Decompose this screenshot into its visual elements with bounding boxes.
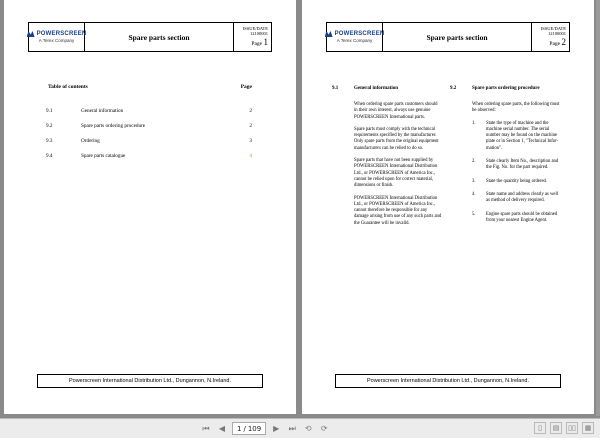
page-header <box>326 22 570 52</box>
page-number-input[interactable] <box>232 422 266 435</box>
logo-subtitle: A Terex Company <box>38 38 75 43</box>
toc-entry-title: General information <box>81 107 124 114</box>
next-page-icon[interactable]: ▶ <box>273 424 280 433</box>
document-page-2 <box>302 0 594 414</box>
toc-entry[interactable] <box>46 118 252 133</box>
list-item <box>472 121 560 152</box>
toc-entry[interactable] <box>46 133 252 148</box>
section-body <box>354 102 442 233</box>
view-mode-buttons <box>534 422 594 434</box>
page-title: Spare parts section <box>128 32 190 42</box>
page-footer: Powerscreen International Distribution Ltd., Dungannon, N.Ireland. <box>37 374 263 388</box>
previous-page-icon[interactable]: ◀ <box>218 424 226 433</box>
first-page-icon[interactable]: ⏮ <box>202 423 210 433</box>
current-page: 1 <box>237 424 242 433</box>
toc-entry-number: 9.2 <box>46 122 53 129</box>
paragraph: When ordering spare parts customers should in their own interest, always use genuine POWERSCREEN International parts. <box>354 102 438 120</box>
go-back-icon[interactable]: ⟲ <box>304 424 312 433</box>
step-number: 4. <box>472 191 476 197</box>
list-item <box>472 212 560 225</box>
document-page-1 <box>4 0 296 414</box>
step-number: 2. <box>472 159 476 165</box>
step-text: State clearly Item No., description and the Fig. No. for the part required. <box>486 159 559 171</box>
toc-page-column-header: Page <box>240 84 252 90</box>
section-number: 9.2 <box>450 86 457 91</box>
section-title: General information <box>354 86 399 91</box>
step-text: State name and address clearly as well as method of delivery required. <box>486 191 559 204</box>
page-header <box>28 22 272 52</box>
issue-label: ISSUE/DATE <box>242 25 268 31</box>
two-page-view-icon[interactable]: ▯▯ <box>566 422 578 434</box>
page-number: 1 <box>263 37 268 47</box>
list-item <box>472 159 560 172</box>
toc-entry-page: 4 <box>249 152 252 159</box>
document-code: 12100001 <box>250 31 268 37</box>
toc-entry-title: Spare parts catalogue <box>81 152 126 159</box>
logo-icon <box>27 31 35 37</box>
page-footer: Powerscreen International Distribution Ltd., Dungannon, N.Ireland. <box>335 374 561 388</box>
step-number: 1. <box>472 120 476 126</box>
section-title: Spare parts ordering procedure <box>472 86 540 91</box>
toc-header <box>48 84 252 90</box>
toc-entry[interactable] <box>46 148 252 163</box>
logo-text: POWERSCREEN <box>36 31 87 37</box>
paragraph: Spare parts must comply with the technical requirements specified by the manufacturer. Only spare parts from the original equipment manufacturers can be relied to do so. <box>354 126 439 151</box>
toc-entry-page: 2 <box>249 122 252 129</box>
fit-page-icon[interactable]: ▦ <box>582 422 594 434</box>
list-item <box>472 192 560 205</box>
issue-label: ISSUE/DATE <box>540 25 566 31</box>
logo-icon <box>325 31 333 37</box>
last-page-icon[interactable]: ⏭ <box>288 423 296 433</box>
page-number: 2 <box>561 37 566 47</box>
document-code: 12100001 <box>548 31 566 37</box>
page-title: Spare parts section <box>426 32 488 42</box>
toc-entry-number: 9.4 <box>46 152 53 159</box>
step-number: 3. <box>472 178 476 184</box>
paragraph: Spare parts that have not been supplied by POWERSCREEN International Distribution Ltd., or POWERSCREEN of America Inc., cannot be relied upon for correct material, dimensions or finish. <box>354 158 438 189</box>
list-item <box>472 179 560 185</box>
toc-entry-page: 2 <box>249 107 252 114</box>
paragraph: When ordering spare parts, the following must be observed: <box>472 102 560 114</box>
single-page-view-icon[interactable]: ▯ <box>534 422 546 434</box>
logo-text: POWERSCREEN <box>334 31 385 37</box>
total-pages: 109 <box>247 424 262 433</box>
table-of-contents <box>46 103 252 163</box>
toc-entry[interactable] <box>46 103 252 118</box>
page-separator: / <box>243 424 246 433</box>
page-label: Page <box>251 41 263 47</box>
step-text: Engine spare parts should be obtained from your nearest Engine Agent. <box>486 211 558 223</box>
go-forward-icon[interactable]: ⟳ <box>320 424 328 433</box>
page-label: Page <box>549 41 561 47</box>
section-body <box>472 102 560 231</box>
section-number: 9.1 <box>332 86 339 91</box>
toc-entry-page: 3 <box>249 137 252 144</box>
viewer-toolbar <box>0 418 600 438</box>
step-number: 5. <box>472 211 476 217</box>
step-text: State the type of machine and the machine serial number. The serial number may be found on the machine plate or in Section 1, "Technical Infor- mation". <box>486 120 559 151</box>
vertical-scrollbar[interactable] <box>596 0 600 416</box>
page-meta <box>531 23 569 51</box>
step-text: State the quantity being ordered. <box>486 178 548 184</box>
page-meta <box>233 23 271 51</box>
company-logo <box>29 23 85 51</box>
toc-entry-number: 9.1 <box>46 107 53 114</box>
paragraph: POWERSCREEN International Distribution Ltd., or POWERSCREEN of America Inc., cannot therefore be responsible for any damage arising from use of any such parts and the Guarantee will be invalid. <box>354 195 442 226</box>
continuous-view-icon[interactable]: ▤ <box>550 422 562 434</box>
toc-title: Table of contents <box>48 84 88 90</box>
toc-entry-number: 9.3 <box>46 137 53 144</box>
ordering-steps <box>472 121 560 225</box>
company-logo <box>327 23 383 51</box>
toc-entry-title: Ordering <box>81 137 100 144</box>
page-navigation <box>200 422 330 435</box>
logo-subtitle: A Terex Company <box>336 38 373 43</box>
toc-entry-title: Spare parts ordering procedure <box>81 122 146 129</box>
